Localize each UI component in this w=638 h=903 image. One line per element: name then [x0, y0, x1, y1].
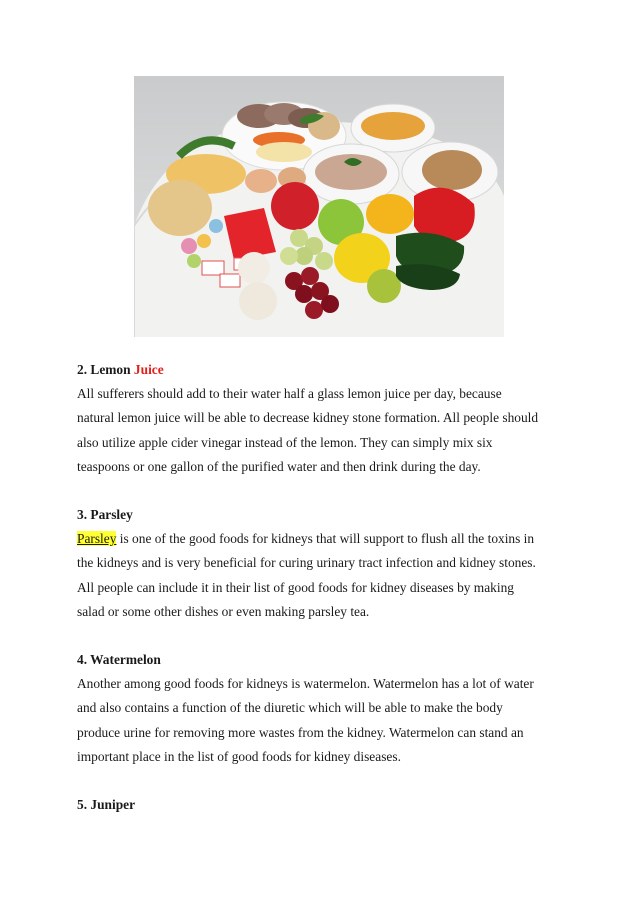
parsley-link[interactable]: Parsley — [77, 531, 117, 547]
text-line: produce urine for removing more wastes from the kidney. Watermelon can stand an — [77, 724, 524, 740]
text-line: All people can include it in their list of good foods for kidney diseases by making — [77, 579, 514, 595]
heading-highlight: Juice — [133, 362, 164, 377]
text-line: important place in the list of good foods for kidney diseases. — [77, 748, 401, 764]
section-heading-lemon-juice — [77, 358, 567, 382]
text-line: All sufferers should add to their water half a glass lemon juice per day, because — [77, 386, 502, 402]
lemon-juice-paragraph — [77, 382, 567, 479]
watermelon-paragraph — [77, 672, 567, 769]
section-heading-parsley: 3. Parsley — [77, 507, 133, 523]
text-line: also utilize apple cider vinegar instead of the lemon. They can simply mix six — [77, 434, 493, 450]
text-line: the kidneys and is very beneficial for curing urinary tract infection and kidney stones. — [77, 555, 536, 571]
text-line: is one of the good foods for kidneys that will support to flush all the toxins in — [116, 531, 535, 547]
heading-text: 2. Lemon — [77, 362, 134, 377]
article-body — [77, 358, 567, 817]
text-line: salad or some other dishes or even making parsley tea. — [77, 603, 370, 619]
text-line: and also contains a function of the diuretic which will be able to make the body — [77, 700, 503, 716]
text-line: Another among good foods for kidneys is watermelon. Watermelon has a lot of water — [77, 676, 534, 692]
section-heading-juniper: 5. Juniper — [77, 797, 136, 813]
parsley-paragraph — [77, 527, 567, 624]
section-heading-watermelon: 4. Watermelon — [77, 652, 161, 668]
text-line: natural lemon juice will be able to decrease kidney stone formation. All people should — [77, 410, 539, 426]
text-line: teaspoons or one gallon of the purified water and then drink during the day. — [77, 458, 481, 474]
food-photo — [134, 76, 504, 337]
